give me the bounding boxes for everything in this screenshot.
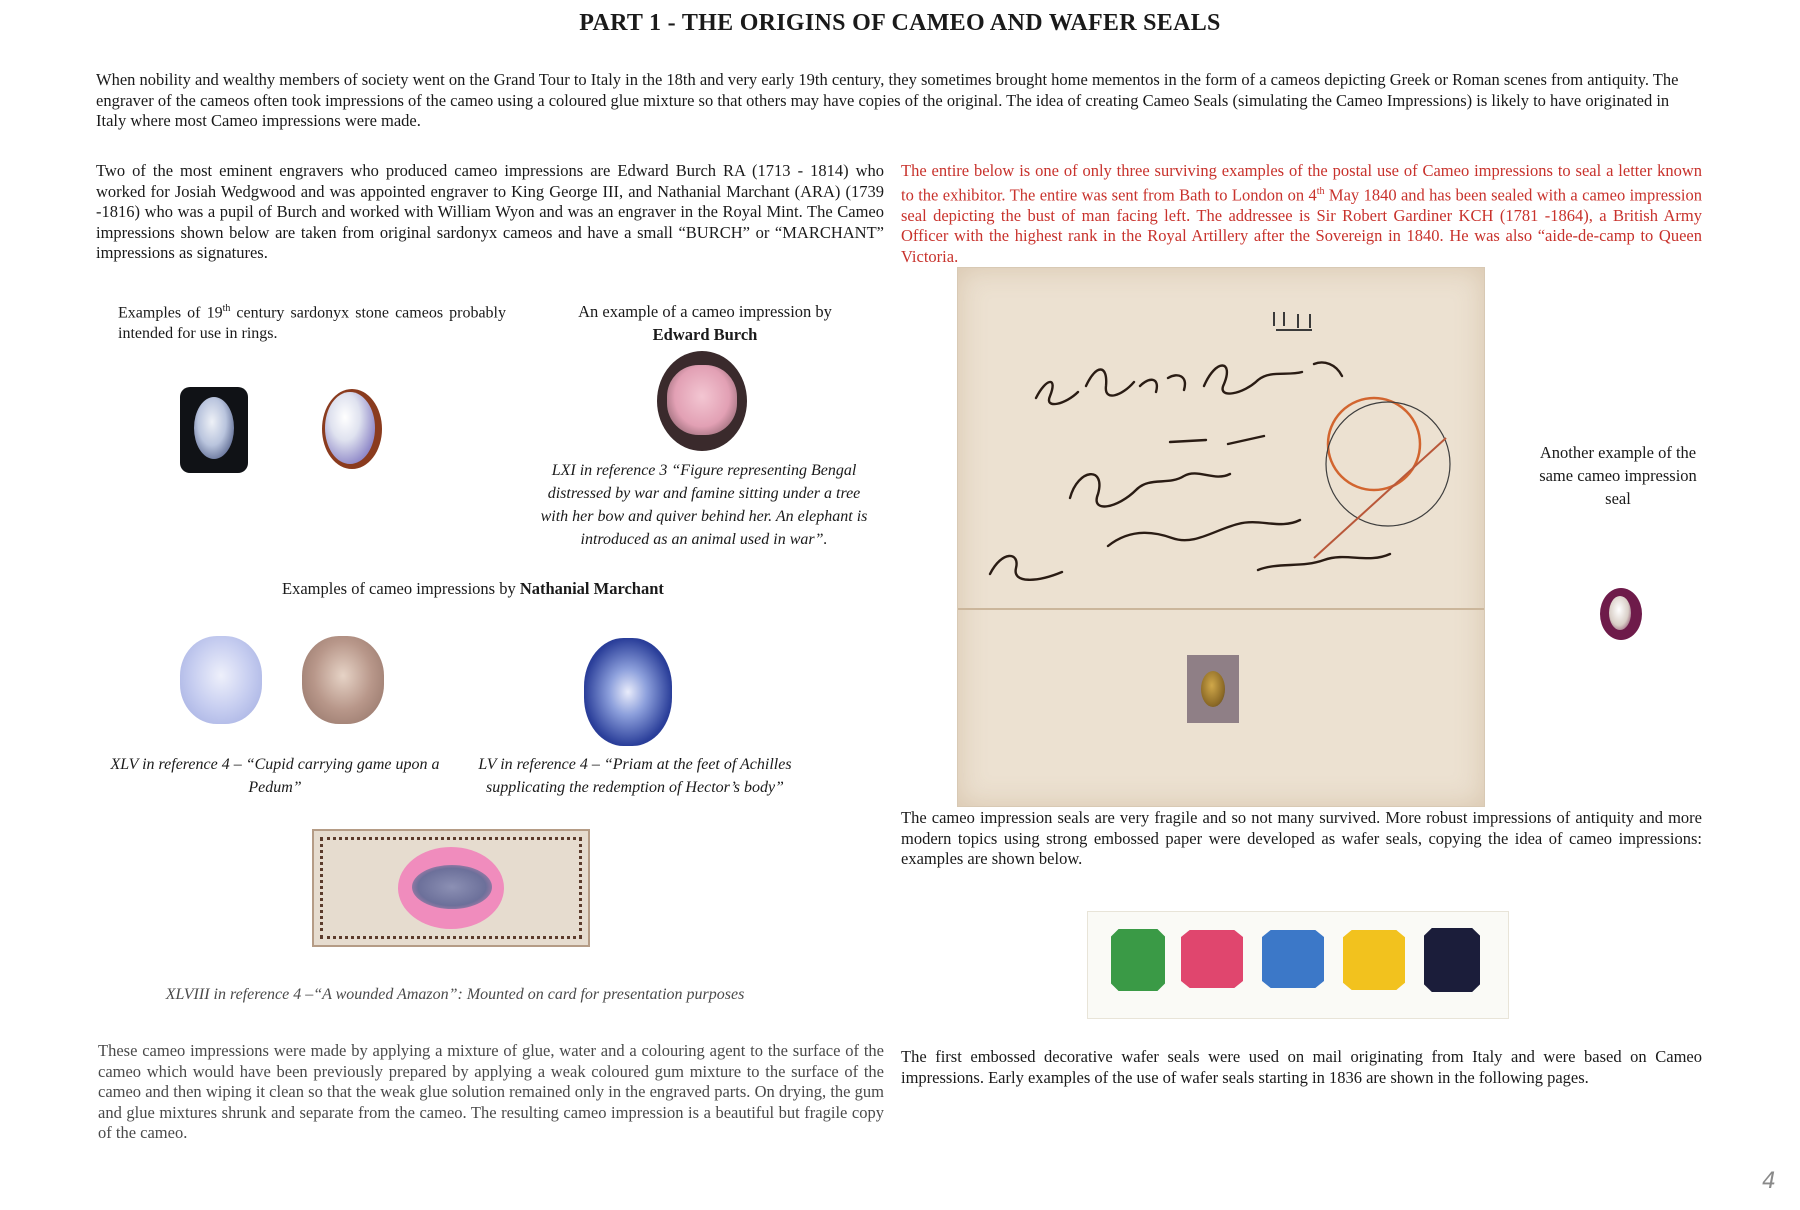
- bath-postmark: [1314, 398, 1450, 558]
- process-paragraph: These cameo impressions were made by applying a mixture of glue, water and a colouring agent to the surface of the cameo which would have been previously prepared by applying a weak coloured gum mixture to the surface of the cameo and then wiping it clean so that the weak glue solution remained only in the engraved parts. On drying, the gum and glue mixtures shrunk and separate from the cameo. The resulting cameo impression is a beautiful but fragile copy of the cameo.: [98, 1041, 884, 1142]
- sardonyx-caption-sup: th: [222, 303, 231, 314]
- wafer-seal-green: [1111, 929, 1165, 991]
- entire-description-sup: th: [1316, 185, 1325, 197]
- priam-cameo-blue: [584, 638, 672, 746]
- sardonyx-cameo-oval-bust: [325, 392, 375, 464]
- cupid-caption: XLV in reference 4 – “Cupid carrying game upon a Pedum”: [110, 756, 440, 796]
- sardonyx-cameo-oval: [322, 389, 382, 469]
- entire-description: [901, 161, 1702, 267]
- amazon-caption: XLVIII in reference 4 –“A wounded Amazon”: Mounted on card for presentation purposes: [165, 986, 745, 1003]
- cupid-cameo-brown: [302, 636, 384, 724]
- burch-cameo-impression: [657, 351, 747, 451]
- marchant-caption-prefix: Examples of cameo impressions by: [282, 579, 520, 598]
- wafer-seals-strip: [1088, 912, 1508, 1018]
- page-number: 4: [1762, 1169, 1776, 1194]
- sardonyx-cameo-black: [180, 387, 248, 473]
- marchant-caption-name: Nathanial Marchant: [519, 579, 664, 598]
- envelope-cameo-seal-bust: [1201, 671, 1225, 707]
- burch-cameo-figure: [667, 365, 737, 435]
- sardonyx-cameo-black-bust: [194, 397, 234, 459]
- sardonyx-caption: [118, 299, 506, 344]
- amazon-cameo-figure: [412, 865, 492, 909]
- envelope-handwriting: [958, 268, 1484, 806]
- amazon-presentation-card: [312, 829, 590, 947]
- envelope-cameo-seal: [1187, 655, 1239, 723]
- another-example-cameo-seal: [1600, 588, 1642, 640]
- bengal-caption: LXI in reference 3 “Figure representing Bengal distressed by war and famine sitting under a tree with her bow and quiver behind her. An elephant is introduced as an animal used in war”.: [540, 462, 868, 548]
- entire-description-part2: May 1840 and has been sealed with a cameo impression seal depicting the bust of man facing left. The addressee is Sir Robert Gardiner KCH (1781 -1864), a British Army Officer with the highest rank in the Royal Artillery after the Sovereign in 1840. He was also “aide-de-camp to Queen Victoria.: [901, 185, 1703, 266]
- envelope-stamp-mark: [1274, 312, 1312, 330]
- engravers-paragraph: Two of the most eminent engravers who produced cameo impressions are Edward Burch RA (1713 - 1814) who worked for Josiah Wedgwood and was appointed engraver to King George III, and Nathanial Marchant (ARA) (1739 -1816) who was a pupil of Burch and worked with William Wyon and was an engraver in the Royal Mint. The Cameo impressions shown below are taken from original sardonyx cameos and have a small “BURCH” or “MARCHANT” impressions as signatures.: [96, 161, 884, 262]
- wafer-seal-pink: [1181, 930, 1243, 988]
- another-example-cameo-bust: [1609, 596, 1631, 630]
- marchant-caption: [282, 579, 742, 599]
- wafer-seal-blue: [1262, 930, 1324, 988]
- wafer-seal-yellow: [1343, 930, 1405, 990]
- page-title: PART 1 - THE ORIGINS OF CAMEO AND WAFER SEALS: [579, 10, 1221, 36]
- postal-entire-envelope: [958, 268, 1484, 806]
- wafer-seal-black: [1424, 928, 1480, 992]
- burch-caption-line1: An example of a cameo impression by: [578, 302, 832, 321]
- cupid-cameo-blue: [180, 636, 262, 724]
- sardonyx-caption-part1: Examples of 19: [118, 304, 223, 322]
- fragile-paragraph: The cameo impression seals are very fragile and so not many survived. More robust impressions of antiquity and more modern topics using strong embossed paper were developed as wafer seals, copying the idea of cameo impressions: examples are shown below.: [901, 808, 1702, 868]
- burch-caption: [540, 300, 870, 346]
- amazon-cameo-impression: [398, 847, 504, 929]
- intro-paragraph: When nobility and wealthy members of society went on the Grand Tour to Italy in the 18th and very early 19th century, they sometimes brought home mementos in the form of a cameos depicting Greek or Roman scenes from antiquity. The engraver of the cameos often took impressions of the cameo using a coloured glue mixture so that others may have copies of the original. The idea of creating Cameo Seals (simulating the Cameo Impressions) is likely to have originated in Italy where most Cameo impressions were made.: [96, 70, 1679, 130]
- another-example-caption: Another example of the same cameo impression seal: [1539, 443, 1697, 508]
- wafer-paragraph: The first embossed decorative wafer seals were used on mail originating from Italy and were based on Cameo impressions. Early examples of the use of wafer seals starting in 1836 are shown in the following pages.: [901, 1047, 1702, 1087]
- entire-description-part1: The entire below is one of only three surviving examples of the postal use of Cameo impressions to seal a letter known to the exhibitor. The entire was sent from Bath to London on 4: [901, 161, 1702, 204]
- priam-caption: LV in reference 4 – “Priam at the feet of Achilles supplicating the redemption of Hector’s body”: [478, 756, 792, 796]
- burch-caption-name: Edward Burch: [652, 325, 758, 344]
- sardonyx-caption-part2: century sardonyx stone cameos probably intended for use in rings.: [118, 304, 506, 342]
